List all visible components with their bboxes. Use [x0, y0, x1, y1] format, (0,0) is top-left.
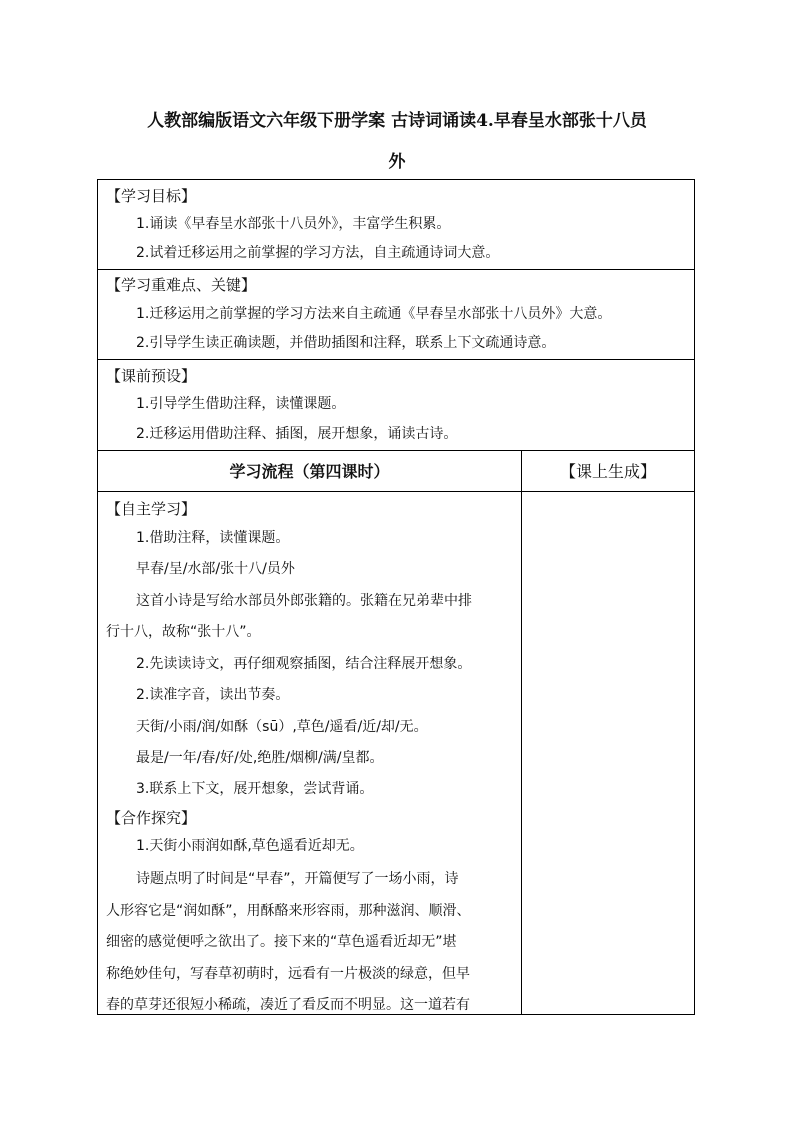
self-study-line: 2.先读读诗文，再仔细观察插图，结合注释展开想象。 — [136, 656, 472, 672]
goals-item: 1.诵读《早春呈水部张十八员外》，丰富学生积累。 — [136, 216, 451, 232]
cooperation-line: 人形容它是“润如酥”，用酥酪来形容雨，那种滋润、顺滑、 — [106, 903, 471, 919]
document-title-line-2: 外 — [388, 152, 406, 172]
goals-item: 2.试着迁移运用之前掌握的学习方法，自主疏通诗词大意。 — [136, 245, 500, 261]
self-study-line: 这首小诗是写给水部员外郎张籍的。张籍在兄弟辈中排 — [136, 593, 472, 609]
generation-column-header: 【课上生成】 — [559, 462, 656, 481]
keypoints-heading: 【学习重难点、关键】 — [106, 276, 257, 294]
preview-heading: 【课前预设】 — [106, 367, 197, 385]
keypoints-item: 2.引导学生读正确读题，并借助插图和注释，联系上下文疏通诗意。 — [136, 335, 556, 351]
cooperation-line: 称绝妙佳句，写春草初萌时，远看有一片极淡的绿意，但早 — [106, 966, 470, 982]
document-title-line-1: 人教部编版语文六年级下册学案 古诗词诵读4.早春呈水部张十八员 — [147, 111, 647, 131]
preview-item: 2.迁移运用借助注释、插图，展开想象，诵读古诗。 — [136, 426, 458, 442]
self-study-line: 最是/一年/春/好/处,绝胜/烟柳/满/皇都。 — [136, 750, 384, 766]
keypoints-item: 1.迁移运用之前掌握的学习方法来自主疏通《早春呈水部张十八员外》大意。 — [136, 306, 612, 322]
row-divider — [98, 269, 694, 270]
self-study-heading: 【自主学习】 — [106, 500, 197, 518]
cooperation-heading: 【合作探究】 — [106, 809, 197, 827]
self-study-line: 3.联系上下文，展开想象，尝试背诵。 — [136, 781, 374, 797]
cooperation-line: 春的草芽还很短小稀疏，凑近了看反而不明显。这一道若有 — [106, 997, 470, 1013]
column-divider — [521, 450, 522, 1014]
self-study-line: 天街/小雨/润/如酥（sū）,草色/遥看/近/却/无。 — [136, 719, 428, 735]
cooperation-line: 1.天街小雨润如酥,草色遥看近却无。 — [136, 838, 364, 854]
self-study-line: 1.借助注释，读懂课题。 — [136, 530, 290, 546]
goals-heading: 【学习目标】 — [106, 187, 197, 205]
cooperation-line: 细密的感觉便呼之欲出了。接下来的“草色遥看近却无”堪 — [106, 934, 457, 950]
self-study-line: 2.读准字音，读出节奏。 — [136, 687, 290, 703]
lesson-table — [97, 179, 695, 1015]
preview-item: 1.引导学生借助注释，读懂课题。 — [136, 396, 346, 412]
row-divider — [98, 359, 694, 360]
row-divider — [98, 450, 694, 451]
process-column-header: 学习流程（第四课时） — [229, 462, 390, 481]
self-study-line: 早春/呈/水部/张十八/员外 — [136, 561, 295, 577]
self-study-line: 行十八，故称“张十八”。 — [106, 624, 261, 640]
cooperation-line: 诗题点明了时间是“早春”，开篇便写了一场小雨，诗 — [136, 871, 459, 887]
